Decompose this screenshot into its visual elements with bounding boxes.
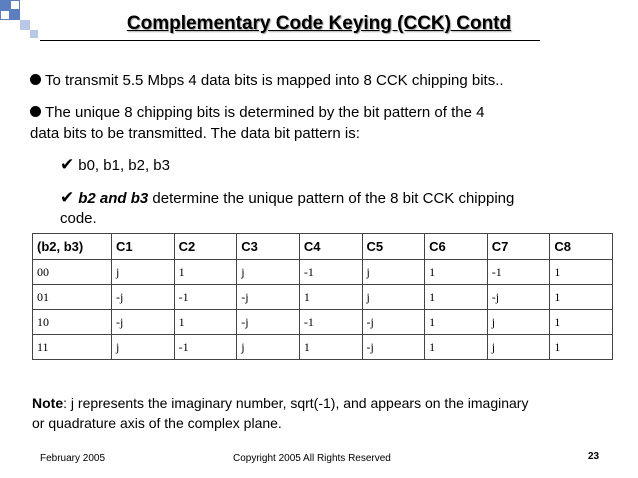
bullet-1: To transmit 5.5 Mbps 4 data bits is mapped into 8 CCK chipping bits.. (30, 70, 504, 91)
table-cell: -j (237, 310, 300, 335)
table-cell: -1 (299, 310, 362, 335)
table-cell: 1 (299, 335, 362, 360)
table-cell: 1 (425, 260, 488, 285)
table-cell: 1 (174, 260, 237, 285)
checkmark-icon: ✔ (60, 155, 75, 174)
slide-title (0, 13, 638, 35)
footer-date: February 2005 (40, 453, 106, 464)
table-row (33, 310, 613, 335)
table-cell: 11 (33, 335, 112, 360)
table-cell: -j (362, 310, 425, 335)
table-cell: 1 (550, 285, 613, 310)
table-cell: 1 (425, 285, 488, 310)
table-cell: -j (487, 285, 550, 310)
table-cell: j (112, 335, 175, 360)
column-header: C2 (174, 234, 237, 260)
bullet-dot-icon (30, 106, 41, 117)
title-rule (40, 40, 540, 41)
table-cell: 1 (174, 310, 237, 335)
bullet-2-continued: data bits to be transmitted. The data bit pattern is: (30, 125, 360, 142)
table-cell: 00 (33, 260, 112, 285)
table-cell: -1 (299, 260, 362, 285)
table-cell: 1 (550, 310, 613, 335)
cck-table (32, 233, 613, 360)
column-header: C3 (237, 234, 300, 260)
sub-bullet-1: ✔ b0, b1, b2, b3 (60, 155, 170, 174)
table-cell: 1 (299, 285, 362, 310)
column-header: C5 (362, 234, 425, 260)
table-cell: -1 (174, 285, 237, 310)
footer-copyright: Copyright 2005 All Rights Reserved (233, 453, 391, 464)
table-row (33, 260, 613, 285)
table-cell: j (362, 260, 425, 285)
slide-title-text: Complementary Code Keying (CCK) Contd (126, 13, 512, 34)
table-row (33, 335, 613, 360)
column-header: C8 (550, 234, 613, 260)
table-cell: 1 (550, 335, 613, 360)
table-row (33, 285, 613, 310)
table-cell: -j (112, 310, 175, 335)
table-cell: -1 (174, 335, 237, 360)
column-header: C4 (299, 234, 362, 260)
column-header: C6 (425, 234, 488, 260)
table-cell: 10 (33, 310, 112, 335)
table-cell: j (487, 335, 550, 360)
table-cell: j (362, 285, 425, 310)
table-cell: j (237, 260, 300, 285)
column-header: C7 (487, 234, 550, 260)
checkmark-icon: ✔ (60, 188, 75, 207)
table-cell: -j (112, 285, 175, 310)
table-cell: 1 (425, 310, 488, 335)
sub-bullet-2: ✔ b2 and b3 determine the unique pattern of the 8 bit CCK chipping (60, 188, 515, 207)
table-header-row (33, 234, 613, 260)
table-cell: 1 (550, 260, 613, 285)
note-label: Note (32, 395, 64, 411)
table-cell: 1 (425, 335, 488, 360)
bullet-2: The unique 8 chipping bits is determined by the bit pattern of the 4 (30, 102, 484, 123)
table-cell: -1 (487, 260, 550, 285)
column-header: C1 (112, 234, 175, 260)
bullet-dot-icon (30, 74, 41, 85)
note-text: Note: j represents the imaginary number, sqrt(-1), and appears on the imaginary or quadrature axis of the complex plane. (32, 395, 529, 431)
table-cell: j (237, 335, 300, 360)
table-cell: 01 (33, 285, 112, 310)
sub-bullet-2-continued: code. (60, 210, 97, 227)
table-cell: j (112, 260, 175, 285)
column-header: (b2, b3) (33, 234, 112, 260)
table-cell: j (487, 310, 550, 335)
table-cell: -j (362, 335, 425, 360)
table-cell: -j (237, 285, 300, 310)
page-number: 23 (588, 451, 600, 462)
